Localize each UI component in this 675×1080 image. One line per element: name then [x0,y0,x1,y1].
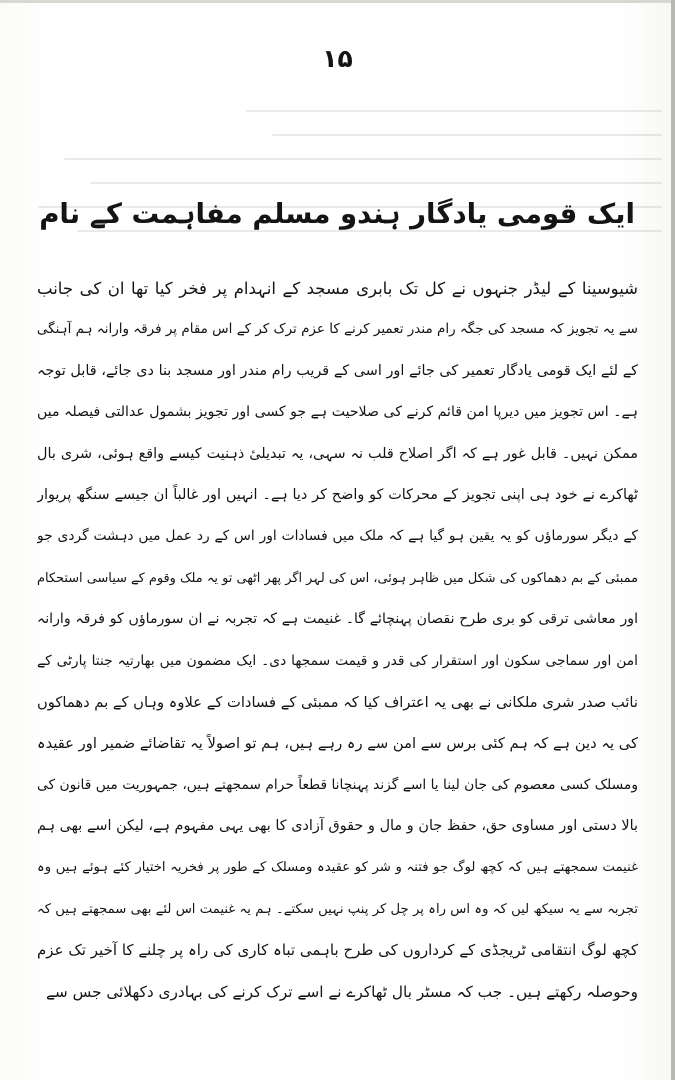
text-line: امن اور سماجی سکون اور استقرار کی قدر و قیمت سمجھا دی۔ ایک مضمون میں بھارتیہ جنتا پارٹی کے [37,652,638,669]
text-line: کے لئے ایک قومی یادگار تعمیر کی جائے اور اسی کے قریب رام مندر اور مسجد بنا دی جائے، قابل توجہ [37,362,638,379]
text-line: ممکن نہیں۔ قابل غور ہے کہ اگر اصلاح قلب نہ سہی، یہ تبدیلیٔ ذہنیت کیسے واقع ہوئی، شری بال [37,445,638,462]
text-line: کچھ لوگ انتقامی ٹریجڈی کے کرداروں کی طرح باہمی تباہ کاری کی راہ پر چلنے کا آخیر تک عزم [37,941,638,960]
article-body [37,268,638,1013]
page-right-edge [671,0,675,1080]
text-line: نائب صدر شری ملکانی نے بھی یہ اعتراف کیا کہ ممبئی کے فسادات کے علاوہ وہاں کے بم دھماکوں [37,693,638,711]
text-line: ممبئی کے بم دھماکوں کی شکل میں ظاہر ہوئی، اس کی لہر اگر پھر اٹھی تو یہ ملک وقوم کے سیاسی استحکام [37,570,638,586]
text-line: غنیمت سمجھتے ہیں کہ کچھ لوگ جو فتنہ و شر کو عقیدہ ومسلک کے طور پر فخریہ اختیار کئے ہوئے ہیں وہ [37,860,638,876]
text-line: تجربہ سے یہ سیکھ لیں کہ وہ اس راہ پر چل کر پنپ نہیں سکتے۔ ہم یہ غنیمت اس لئے بھی سمجھتے ہیں کہ [37,901,638,917]
text-line: کی یہ دین ہے کہ ہم کئی برس سے امن سے رہ رہے ہیں، ہم تو اصولاً یہ تقاضائے ضمیر اور عقیدہ [37,735,638,753]
text-line: ہے۔ اس تجویز میں دیرپا امن قائم کرنے کی صلاحیت ہے جو کسی اور تجویز بشمول عدالتی فیصلہ میں [37,404,638,421]
text-line: شیوسینا کے لیڈر جنہوں نے کل تک بابری مسجد کے انہدام پر فخر کیا تھا ان کی جانب [37,279,638,298]
page-number: ۱۵ [322,44,353,73]
text-line: وحوصلہ رکھتے ہیں۔ جب کہ مسٹر بال ٹھاکرے نے اسے ترک کرنے کی بہادری دکھلائی جس سے [45,982,638,1001]
article-title: ایک قومی یادگار ہندو مسلم مفاہمت کے نام [39,197,635,230]
text-line: ومسلک کسی معصوم کی جان لینا یا اسے گزند پہنچانا قطعاً حرام سمجھتے ہیں، جمہوریت میں قانون کی [37,776,638,793]
page-top-edge [0,0,675,3]
text-line: بالا دستی اور مساوی حق، حفظ جان و مال و حقوق آزادی کا بھی یہی مفہوم ہے، لیکن اسے بھی ہم [37,818,638,835]
text-line: کے دیگر سورماؤں کو یہ یقین ہو گیا ہے کہ ملک میں فسادات اور اس کے رد عمل میں دہشت گردی جو [37,528,638,545]
text-line: سے یہ تجویز کہ مسجد کی جگہ رام مندر تعمیر کرنے کا عزم ترک کر کے اس مقام پر فرقہ وارانہ ہم آہنگی [37,321,638,338]
text-line: ٹھاکرے نے خود ہی اپنی تجویز کے محرکات کو واضح کر دیا ہے۔ انہیں اور غالباً ان جیسے سنگھ پریوار [37,486,638,503]
text-line: اور معاشی ترقی کو بری طرح نقصان پہنچائے گا۔ غنیمت ہے کہ تجربہ نے ان سورماؤں کو فرقہ وارانہ [37,611,638,628]
